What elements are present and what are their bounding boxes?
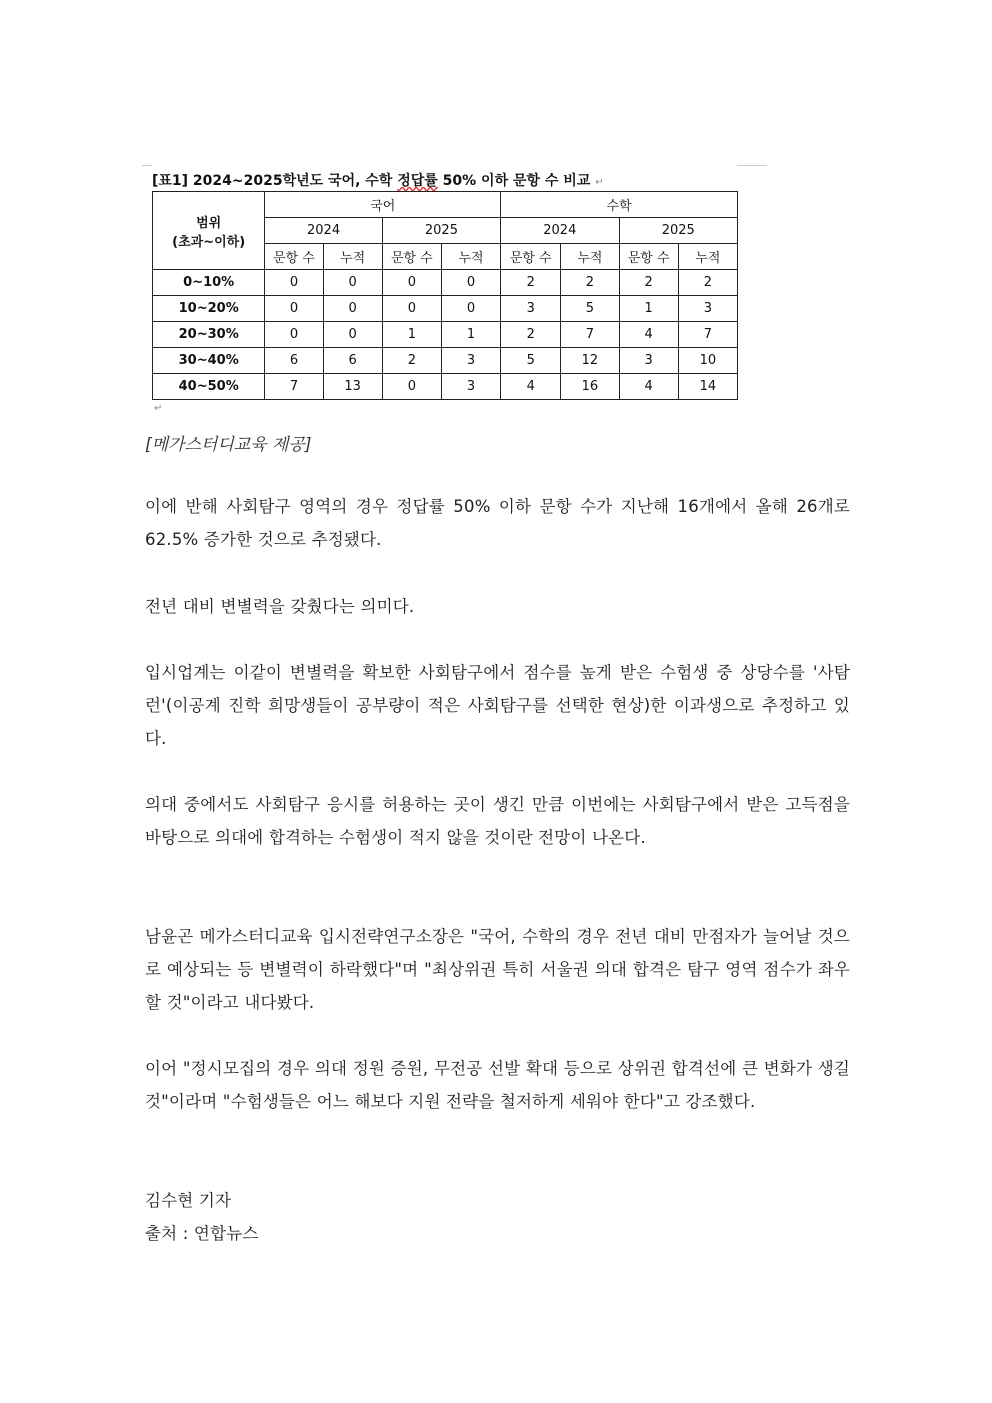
year-header: 2025 — [382, 218, 500, 244]
value-cell: 0 — [265, 322, 323, 348]
reporter-byline: 김수현 기자 — [145, 1191, 232, 1210]
table-row — [153, 322, 738, 348]
range-cell: 40~50% — [153, 374, 265, 400]
value-cell: 2 — [501, 322, 561, 348]
value-cell: 7 — [678, 322, 737, 348]
paragraph: 이에 반해 사회탐구 영역의 경우 정답률 50% 이하 문항 수가 지난해 16개에서 올해 26개로 62.5% 증가한 것으로 추정됐다. — [145, 497, 850, 549]
image-caption: [메가스터디교육 제공] — [145, 435, 312, 455]
value-cell: 6 — [265, 348, 323, 374]
range-header — [153, 192, 265, 270]
value-cell: 3 — [678, 296, 737, 322]
cumulative-column-header: 누적 — [678, 244, 737, 270]
year-header: 2024 — [501, 218, 619, 244]
subject-korean-header: 국어 — [265, 192, 501, 218]
range-cell: 30~40% — [153, 348, 265, 374]
table-row — [153, 348, 738, 374]
value-cell: 2 — [561, 270, 619, 296]
divider — [142, 165, 152, 166]
value-cell: 0 — [323, 322, 382, 348]
value-cell: 14 — [678, 374, 737, 400]
value-cell: 3 — [441, 348, 500, 374]
value-cell: 6 — [323, 348, 382, 374]
value-cell: 0 — [382, 374, 441, 400]
value-cell: 4 — [501, 374, 561, 400]
cumulative-column-header: 누적 — [441, 244, 500, 270]
subject-math-header: 수학 — [501, 192, 738, 218]
paragraph-mark-icon: ↵ — [154, 403, 163, 414]
value-cell: 0 — [323, 270, 382, 296]
range-cell: 0~10% — [153, 270, 265, 296]
value-cell: 1 — [441, 322, 500, 348]
count-column-header: 문항 수 — [265, 244, 323, 270]
stats-table — [152, 191, 738, 400]
range-header-line1: 범위 — [196, 215, 222, 231]
value-cell: 0 — [265, 270, 323, 296]
table-row — [153, 296, 738, 322]
paragraph: 전년 대비 변별력을 갖췄다는 의미다. — [145, 597, 415, 616]
value-cell: 7 — [561, 322, 619, 348]
count-column-header: 문항 수 — [501, 244, 561, 270]
count-column-header: 문항 수 — [382, 244, 441, 270]
paragraph: 남윤곤 메가스터디교육 입시전략연구소장은 "국어, 수학의 경우 전년 대비 만점자가 늘어날 것으로 예상되는 등 변별력이 하락했다"며 "최상위권 특히 서울권 의대 합격은 탐구 영역 점수가 좌우할 것"이라고 내다봤다. — [145, 927, 850, 1012]
table-row — [153, 270, 738, 296]
value-cell: 4 — [619, 322, 678, 348]
value-cell: 0 — [382, 296, 441, 322]
range-header-line2: (초과~이하) — [172, 234, 246, 250]
value-cell: 12 — [561, 348, 619, 374]
value-cell: 3 — [501, 296, 561, 322]
value-cell: 5 — [501, 348, 561, 374]
value-cell: 2 — [678, 270, 737, 296]
paragraph-mark-icon: ↵ — [595, 177, 604, 188]
table-row — [153, 374, 738, 400]
cumulative-column-header: 누적 — [323, 244, 382, 270]
value-cell: 5 — [561, 296, 619, 322]
value-cell: 16 — [561, 374, 619, 400]
value-cell: 1 — [619, 296, 678, 322]
table-title-prefix: [표1] 2024~2025학년도 국어, 수학 — [152, 173, 398, 189]
value-cell: 2 — [619, 270, 678, 296]
value-cell: 0 — [382, 270, 441, 296]
table-title-underlined: 정답률 — [397, 173, 438, 189]
value-cell: 2 — [501, 270, 561, 296]
count-column-header: 문항 수 — [619, 244, 678, 270]
range-cell: 10~20% — [153, 296, 265, 322]
cumulative-column-header: 누적 — [561, 244, 619, 270]
value-cell: 13 — [323, 374, 382, 400]
table-title — [152, 170, 604, 190]
value-cell: 7 — [265, 374, 323, 400]
value-cell: 0 — [323, 296, 382, 322]
value-cell: 4 — [619, 374, 678, 400]
year-header: 2025 — [619, 218, 737, 244]
value-cell: 2 — [382, 348, 441, 374]
value-cell: 0 — [441, 296, 500, 322]
paragraph: 의대 중에서도 사회탐구 응시를 허용하는 곳이 생긴 만큼 이번에는 사회탐구에서 받은 고득점을 바탕으로 의대에 합격하는 수험생이 적지 않을 것이란 전망이 나온다. — [145, 795, 850, 847]
paragraph: 이어 "정시모집의 경우 의대 정원 증원, 무전공 선발 확대 등으로 상위권 합격선에 큰 변화가 생길 것"이라며 "수험생들은 어느 해보다 지원 전략을 철저하게 세워야 한다"고 강조했다. — [145, 1059, 850, 1111]
value-cell: 1 — [382, 322, 441, 348]
year-header: 2024 — [265, 218, 382, 244]
value-cell: 0 — [441, 270, 500, 296]
paragraph: 입시업계는 이같이 변별력을 확보한 사회탐구에서 점수를 높게 받은 수험생 중 상당수를 '사탐 런'(이공계 진학 희망생들이 공부량이 적은 사회탐구를 선택한 현상)한 이과생으로 추정하고 있다. — [145, 663, 850, 748]
range-cell: 20~30% — [153, 322, 265, 348]
news-source: 출처 : 연합뉴스 — [145, 1224, 259, 1243]
value-cell: 3 — [619, 348, 678, 374]
table-title-suffix: 50% 이하 문항 수 비교 — [437, 173, 591, 189]
value-cell: 0 — [265, 296, 323, 322]
value-cell: 3 — [441, 374, 500, 400]
value-cell: 10 — [678, 348, 737, 374]
divider — [737, 165, 767, 166]
